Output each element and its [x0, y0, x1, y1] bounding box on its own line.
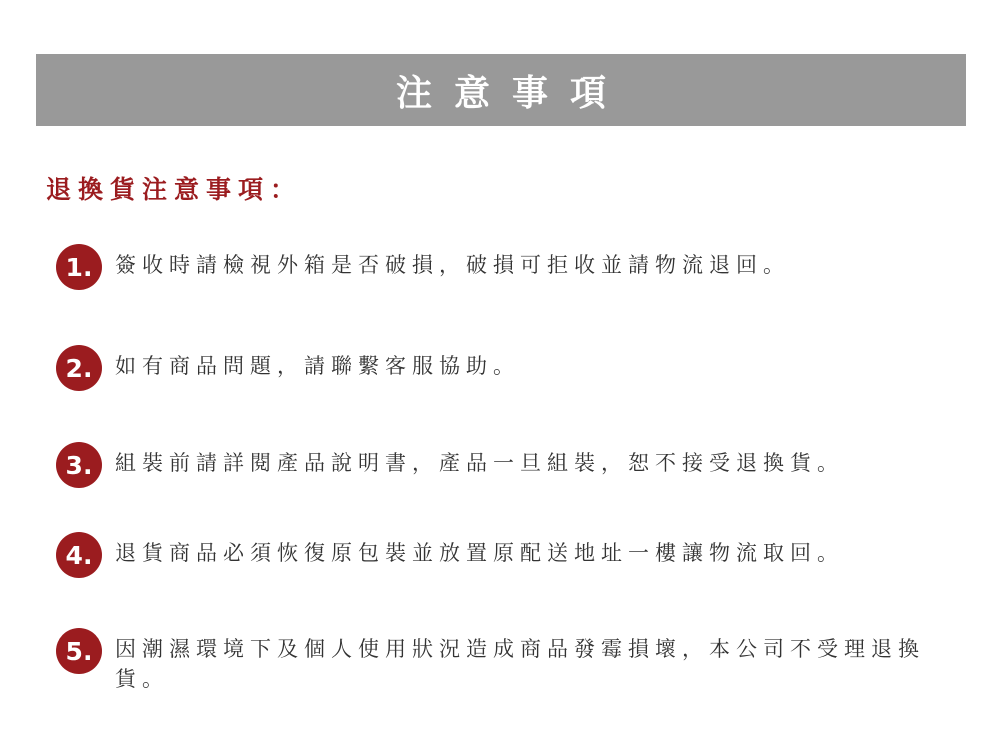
list-item [56, 634, 936, 694]
list-item [56, 250, 936, 290]
item-text: 組裝前請詳閱產品說明書，產品一旦組裝，恕不接受退換貨。 [115, 451, 844, 475]
list-item [56, 538, 936, 578]
item-number-badge: 4. [56, 532, 102, 578]
banner [36, 54, 966, 126]
list-item [56, 448, 936, 488]
list-item [56, 351, 936, 391]
item-text: 如有商品問題，請聯繫客服協助。 [115, 354, 520, 378]
item-number-badge: 3. [56, 442, 102, 488]
item-number-badge: 5. [56, 628, 102, 674]
item-text: 因潮濕環境下及個人使用狀況造成商品發霉損壞，本公司不受理退換貨。 [115, 637, 925, 691]
item-number-badge: 1. [56, 244, 102, 290]
item-number-badge: 2. [56, 345, 102, 391]
item-text: 退貨商品必須恢復原包裝並放置原配送地址一樓讓物流取回。 [115, 541, 844, 565]
banner-title: 注意事項 [395, 72, 628, 114]
section-title: 退換貨注意事項： [46, 175, 303, 204]
item-text: 簽收時請檢視外箱是否破損，破損可拒收並請物流退回。 [115, 253, 790, 277]
